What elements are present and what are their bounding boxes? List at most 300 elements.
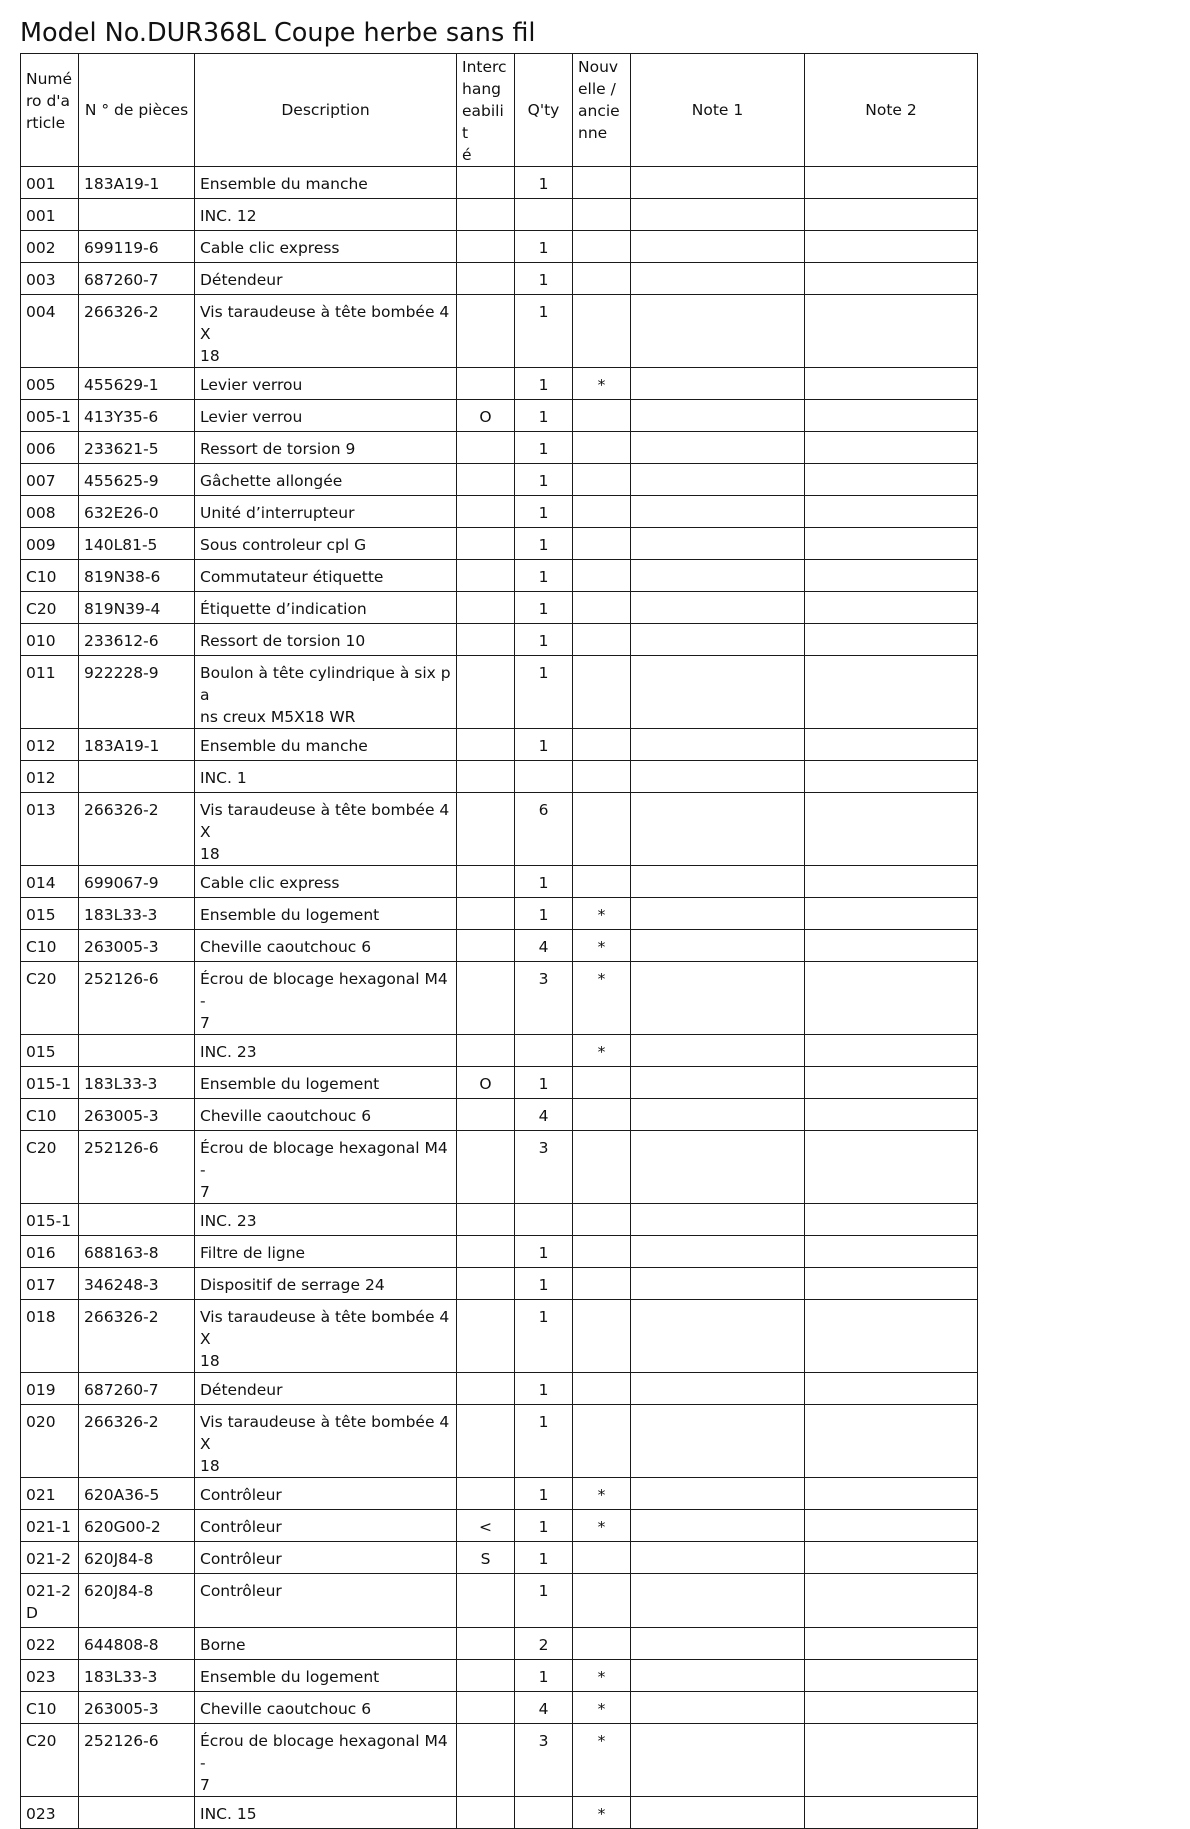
table-row (21, 729, 978, 761)
new-old-cell (573, 295, 631, 368)
interchangeability-cell (457, 1628, 515, 1660)
description-cell: Écrou de blocage hexagonal M4- 7 (195, 1131, 457, 1204)
item-number-cell: 012 (21, 729, 79, 761)
note-1-cell (631, 231, 805, 263)
item-number-cell: C20 (21, 962, 79, 1035)
item-number-cell: 005-1 (21, 400, 79, 432)
description-cell: Vis taraudeuse à tête bombée 4X 18 (195, 295, 457, 368)
part-number-cell: 688163-8 (79, 1236, 195, 1268)
part-number-cell: 699067-9 (79, 866, 195, 898)
note-1-cell (631, 592, 805, 624)
quantity-cell: 1 (515, 167, 573, 199)
description-cell: Cheville caoutchouc 6 (195, 1099, 457, 1131)
new-old-cell (573, 1268, 631, 1300)
new-old-cell (573, 1373, 631, 1405)
quantity-cell: 1 (515, 432, 573, 464)
note-2-cell (805, 761, 978, 793)
part-number-cell: 183A19-1 (79, 167, 195, 199)
table-row (21, 496, 978, 528)
note-2-cell (805, 263, 978, 295)
part-number-cell (79, 1204, 195, 1236)
item-number-cell: 015-1 (21, 1204, 79, 1236)
part-number-cell (79, 1035, 195, 1067)
note-1-cell (631, 560, 805, 592)
note-1-cell (631, 1268, 805, 1300)
description-cell: INC. 23 (195, 1035, 457, 1067)
new-old-cell (573, 400, 631, 432)
interchangeability-cell: O (457, 1067, 515, 1099)
part-number-cell: 140L81-5 (79, 528, 195, 560)
description-cell: Détendeur (195, 263, 457, 295)
interchangeability-cell (457, 866, 515, 898)
quantity-cell: 1 (515, 656, 573, 729)
item-number-cell: 015 (21, 1035, 79, 1067)
interchangeability-cell (457, 263, 515, 295)
description-cell: Cheville caoutchouc 6 (195, 1692, 457, 1724)
part-number-cell: 266326-2 (79, 1300, 195, 1373)
note-2-cell (805, 898, 978, 930)
note-1-cell (631, 1692, 805, 1724)
table-row (21, 656, 978, 729)
new-old-cell: * (573, 1692, 631, 1724)
description-cell: Contrôleur (195, 1574, 457, 1628)
note-2-cell (805, 930, 978, 962)
note-2-cell (805, 1131, 978, 1204)
note-1-cell (631, 1660, 805, 1692)
new-old-cell: * (573, 1724, 631, 1797)
parts-table (20, 53, 978, 1829)
new-old-cell: * (573, 898, 631, 930)
table-row (21, 560, 978, 592)
quantity-cell: 1 (515, 866, 573, 898)
note-1-cell (631, 263, 805, 295)
description-cell: Commutateur étiquette (195, 560, 457, 592)
quantity-cell: 1 (515, 729, 573, 761)
new-old-cell: * (573, 1035, 631, 1067)
description-cell: Cable clic express (195, 866, 457, 898)
part-number-cell: 233621-5 (79, 432, 195, 464)
part-number-cell: 687260-7 (79, 1373, 195, 1405)
col-header-part-number: N ° de pièces (79, 54, 195, 167)
description-cell: Écrou de blocage hexagonal M4- 7 (195, 962, 457, 1035)
note-2-cell (805, 962, 978, 1035)
table-row (21, 1510, 978, 1542)
note-2-cell (805, 1574, 978, 1628)
quantity-cell: 1 (515, 898, 573, 930)
interchangeability-cell (457, 560, 515, 592)
description-cell: Cheville caoutchouc 6 (195, 930, 457, 962)
table-row (21, 1797, 978, 1829)
description-cell: Dispositif de serrage 24 (195, 1268, 457, 1300)
item-number-cell: C20 (21, 1724, 79, 1797)
note-1-cell (631, 761, 805, 793)
note-2-cell (805, 1542, 978, 1574)
interchangeability-cell (457, 496, 515, 528)
new-old-cell: * (573, 1478, 631, 1510)
interchangeability-cell (457, 1131, 515, 1204)
note-1-cell (631, 793, 805, 866)
interchangeability-cell (457, 1574, 515, 1628)
quantity-cell: 1 (515, 295, 573, 368)
item-number-cell: 018 (21, 1300, 79, 1373)
description-cell: Ensemble du manche (195, 167, 457, 199)
new-old-cell: * (573, 368, 631, 400)
item-number-cell: 023 (21, 1797, 79, 1829)
item-number-cell: 010 (21, 624, 79, 656)
quantity-cell (515, 761, 573, 793)
part-number-cell: 266326-2 (79, 1405, 195, 1478)
item-number-cell: C10 (21, 930, 79, 962)
note-2-cell (805, 1204, 978, 1236)
note-1-cell (631, 1300, 805, 1373)
interchangeability-cell (457, 464, 515, 496)
new-old-cell: * (573, 930, 631, 962)
new-old-cell (573, 729, 631, 761)
part-number-cell: 263005-3 (79, 1692, 195, 1724)
note-2-cell (805, 368, 978, 400)
table-row (21, 368, 978, 400)
page-title: Model No.DUR368L Coupe herbe sans fil (20, 18, 536, 48)
interchangeability-cell (457, 1724, 515, 1797)
description-cell: INC. 12 (195, 199, 457, 231)
item-number-cell: 021-2 D (21, 1574, 79, 1628)
note-1-cell (631, 656, 805, 729)
description-cell: Ensemble du logement (195, 1067, 457, 1099)
item-number-cell: 016 (21, 1236, 79, 1268)
new-old-cell: * (573, 1660, 631, 1692)
new-old-cell (573, 263, 631, 295)
description-cell: Ensemble du manche (195, 729, 457, 761)
item-number-cell: 004 (21, 295, 79, 368)
note-2-cell (805, 592, 978, 624)
description-cell: Détendeur (195, 1373, 457, 1405)
parts-table-body (21, 167, 978, 1829)
part-number-cell: 620J84-8 (79, 1574, 195, 1628)
note-2-cell (805, 400, 978, 432)
note-2-cell (805, 1268, 978, 1300)
interchangeability-cell (457, 898, 515, 930)
note-2-cell (805, 496, 978, 528)
quantity-cell: 1 (515, 528, 573, 560)
new-old-cell (573, 1099, 631, 1131)
item-number-cell: 012 (21, 761, 79, 793)
description-cell: Cable clic express (195, 231, 457, 263)
table-row (21, 930, 978, 962)
quantity-cell: 1 (515, 1660, 573, 1692)
note-1-cell (631, 1373, 805, 1405)
interchangeability-cell (457, 167, 515, 199)
item-number-cell: 021-1 (21, 1510, 79, 1542)
interchangeability-cell (457, 1405, 515, 1478)
quantity-cell: 1 (515, 1574, 573, 1628)
note-2-cell (805, 1797, 978, 1829)
new-old-cell (573, 1131, 631, 1204)
item-number-cell: 006 (21, 432, 79, 464)
item-number-cell: C10 (21, 1692, 79, 1724)
note-2-cell (805, 528, 978, 560)
new-old-cell (573, 1628, 631, 1660)
part-number-cell: 455629-1 (79, 368, 195, 400)
interchangeability-cell (457, 1035, 515, 1067)
table-row (21, 199, 978, 231)
table-row (21, 167, 978, 199)
part-number-cell: 644808-8 (79, 1628, 195, 1660)
table-row (21, 898, 978, 930)
description-cell: Levier verrou (195, 400, 457, 432)
table-row (21, 1542, 978, 1574)
new-old-cell (573, 592, 631, 624)
description-cell: Étiquette d’indication (195, 592, 457, 624)
note-2-cell (805, 793, 978, 866)
item-number-cell: 015 (21, 898, 79, 930)
quantity-cell: 1 (515, 1542, 573, 1574)
part-number-cell: 266326-2 (79, 295, 195, 368)
interchangeability-cell (457, 295, 515, 368)
item-number-cell: 017 (21, 1268, 79, 1300)
interchangeability-cell (457, 962, 515, 1035)
description-cell: Levier verrou (195, 368, 457, 400)
new-old-cell (573, 1300, 631, 1373)
item-number-cell: 014 (21, 866, 79, 898)
new-old-cell (573, 167, 631, 199)
part-number-cell: 620A36-5 (79, 1478, 195, 1510)
note-2-cell (805, 1628, 978, 1660)
quantity-cell: 1 (515, 1300, 573, 1373)
quantity-cell: 1 (515, 1067, 573, 1099)
item-number-cell: 013 (21, 793, 79, 866)
description-cell: Contrôleur (195, 1478, 457, 1510)
note-1-cell (631, 496, 805, 528)
part-number-cell (79, 1797, 195, 1829)
part-number-cell: 252126-6 (79, 962, 195, 1035)
interchangeability-cell: S (457, 1542, 515, 1574)
col-header-item-number: Numé ro d'a rticle (21, 54, 79, 167)
note-2-cell (805, 1405, 978, 1478)
item-number-cell: 015-1 (21, 1067, 79, 1099)
note-2-cell (805, 1236, 978, 1268)
table-row (21, 231, 978, 263)
table-row (21, 1478, 978, 1510)
item-number-cell: 021-2 (21, 1542, 79, 1574)
table-row (21, 1405, 978, 1478)
table-row (21, 793, 978, 866)
note-1-cell (631, 295, 805, 368)
interchangeability-cell (457, 930, 515, 962)
part-number-cell: 632E26-0 (79, 496, 195, 528)
new-old-cell (573, 1067, 631, 1099)
new-old-cell (573, 496, 631, 528)
interchangeability-cell (457, 1373, 515, 1405)
new-old-cell: * (573, 1510, 631, 1542)
part-number-cell: 620G00-2 (79, 1510, 195, 1542)
table-row (21, 1131, 978, 1204)
new-old-cell (573, 761, 631, 793)
new-old-cell (573, 656, 631, 729)
note-1-cell (631, 1542, 805, 1574)
note-1-cell (631, 866, 805, 898)
interchangeability-cell (457, 1660, 515, 1692)
part-number-cell: 183L33-3 (79, 1067, 195, 1099)
description-cell: Contrôleur (195, 1510, 457, 1542)
new-old-cell (573, 793, 631, 866)
part-number-cell: 922228-9 (79, 656, 195, 729)
new-old-cell (573, 528, 631, 560)
note-2-cell (805, 1099, 978, 1131)
item-number-cell: 002 (21, 231, 79, 263)
interchangeability-cell (457, 1478, 515, 1510)
note-2-cell (805, 1660, 978, 1692)
col-header-new-old: Nouv elle / ancie nne (573, 54, 631, 167)
table-row (21, 1268, 978, 1300)
note-1-cell (631, 1628, 805, 1660)
new-old-cell (573, 1405, 631, 1478)
col-header-note-2: Note 2 (805, 54, 978, 167)
note-1-cell (631, 1574, 805, 1628)
quantity-cell: 3 (515, 1724, 573, 1797)
new-old-cell (573, 464, 631, 496)
table-row (21, 1574, 978, 1628)
table-row (21, 400, 978, 432)
interchangeability-cell (457, 231, 515, 263)
note-2-cell (805, 1724, 978, 1797)
note-2-cell (805, 1510, 978, 1542)
quantity-cell: 1 (515, 464, 573, 496)
note-1-cell (631, 1478, 805, 1510)
new-old-cell (573, 432, 631, 464)
part-number-cell: 687260-7 (79, 263, 195, 295)
quantity-cell (515, 1204, 573, 1236)
quantity-cell: 3 (515, 962, 573, 1035)
interchangeability-cell (457, 199, 515, 231)
table-row (21, 1035, 978, 1067)
interchangeability-cell (457, 1204, 515, 1236)
part-number-cell: 183A19-1 (79, 729, 195, 761)
quantity-cell: 1 (515, 368, 573, 400)
col-header-quantity: Q'ty (515, 54, 573, 167)
description-cell: Boulon à tête cylindrique à six pa ns creux M5X18 WR (195, 656, 457, 729)
interchangeability-cell (457, 729, 515, 761)
note-1-cell (631, 1131, 805, 1204)
item-number-cell: 001 (21, 167, 79, 199)
note-2-cell (805, 729, 978, 761)
table-row (21, 464, 978, 496)
description-cell: Gâchette allongée (195, 464, 457, 496)
note-2-cell (805, 432, 978, 464)
part-number-cell (79, 761, 195, 793)
note-1-cell (631, 400, 805, 432)
new-old-cell (573, 1204, 631, 1236)
description-cell: Borne (195, 1628, 457, 1660)
item-number-cell: 019 (21, 1373, 79, 1405)
quantity-cell (515, 1797, 573, 1829)
quantity-cell: 6 (515, 793, 573, 866)
note-2-cell (805, 464, 978, 496)
quantity-cell: 1 (515, 496, 573, 528)
quantity-cell: 1 (515, 1373, 573, 1405)
table-row (21, 1692, 978, 1724)
description-cell: Ensemble du logement (195, 1660, 457, 1692)
note-1-cell (631, 1236, 805, 1268)
quantity-cell: 1 (515, 592, 573, 624)
table-header-row (21, 54, 978, 167)
note-1-cell (631, 930, 805, 962)
description-cell: Ressort de torsion 10 (195, 624, 457, 656)
note-2-cell (805, 1035, 978, 1067)
quantity-cell: 4 (515, 930, 573, 962)
item-number-cell: 011 (21, 656, 79, 729)
new-old-cell: * (573, 1797, 631, 1829)
quantity-cell: 1 (515, 1405, 573, 1478)
note-1-cell (631, 1099, 805, 1131)
interchangeability-cell (457, 1797, 515, 1829)
col-header-interchangeability: Interc hang eabilit é (457, 54, 515, 167)
part-number-cell: 183L33-3 (79, 898, 195, 930)
quantity-cell: 1 (515, 1478, 573, 1510)
description-cell: Filtre de ligne (195, 1236, 457, 1268)
part-number-cell: 346248-3 (79, 1268, 195, 1300)
description-cell: INC. 1 (195, 761, 457, 793)
new-old-cell: * (573, 962, 631, 1035)
note-1-cell (631, 624, 805, 656)
description-cell: Sous controleur cpl G (195, 528, 457, 560)
part-number-cell: 620J84-8 (79, 1542, 195, 1574)
note-2-cell (805, 167, 978, 199)
part-number-cell: 413Y35-6 (79, 400, 195, 432)
description-cell: INC. 15 (195, 1797, 457, 1829)
table-row (21, 1724, 978, 1797)
part-number-cell: 252126-6 (79, 1131, 195, 1204)
item-number-cell: 007 (21, 464, 79, 496)
part-number-cell (79, 199, 195, 231)
description-cell: INC. 23 (195, 1204, 457, 1236)
item-number-cell: 001 (21, 199, 79, 231)
table-row (21, 1067, 978, 1099)
new-old-cell (573, 1236, 631, 1268)
note-1-cell (631, 432, 805, 464)
item-number-cell: 003 (21, 263, 79, 295)
note-2-cell (805, 656, 978, 729)
table-row (21, 1204, 978, 1236)
part-number-cell: 263005-3 (79, 930, 195, 962)
quantity-cell (515, 1035, 573, 1067)
quantity-cell: 1 (515, 1236, 573, 1268)
item-number-cell: C20 (21, 592, 79, 624)
table-row (21, 432, 978, 464)
note-1-cell (631, 1067, 805, 1099)
new-old-cell (573, 624, 631, 656)
description-cell: Vis taraudeuse à tête bombée 4X 18 (195, 793, 457, 866)
note-2-cell (805, 1692, 978, 1724)
note-1-cell (631, 962, 805, 1035)
table-row (21, 263, 978, 295)
quantity-cell: 3 (515, 1131, 573, 1204)
quantity-cell: 1 (515, 231, 573, 263)
part-number-cell: 263005-3 (79, 1099, 195, 1131)
quantity-cell: 4 (515, 1099, 573, 1131)
note-2-cell (805, 199, 978, 231)
interchangeability-cell (457, 1268, 515, 1300)
note-1-cell (631, 1797, 805, 1829)
description-cell: Vis taraudeuse à tête bombée 4X 18 (195, 1405, 457, 1478)
part-number-cell: 183L33-3 (79, 1660, 195, 1692)
new-old-cell (573, 1542, 631, 1574)
quantity-cell: 1 (515, 560, 573, 592)
note-2-cell (805, 624, 978, 656)
table-row (21, 528, 978, 560)
new-old-cell (573, 231, 631, 263)
item-number-cell: 023 (21, 1660, 79, 1692)
note-2-cell (805, 866, 978, 898)
